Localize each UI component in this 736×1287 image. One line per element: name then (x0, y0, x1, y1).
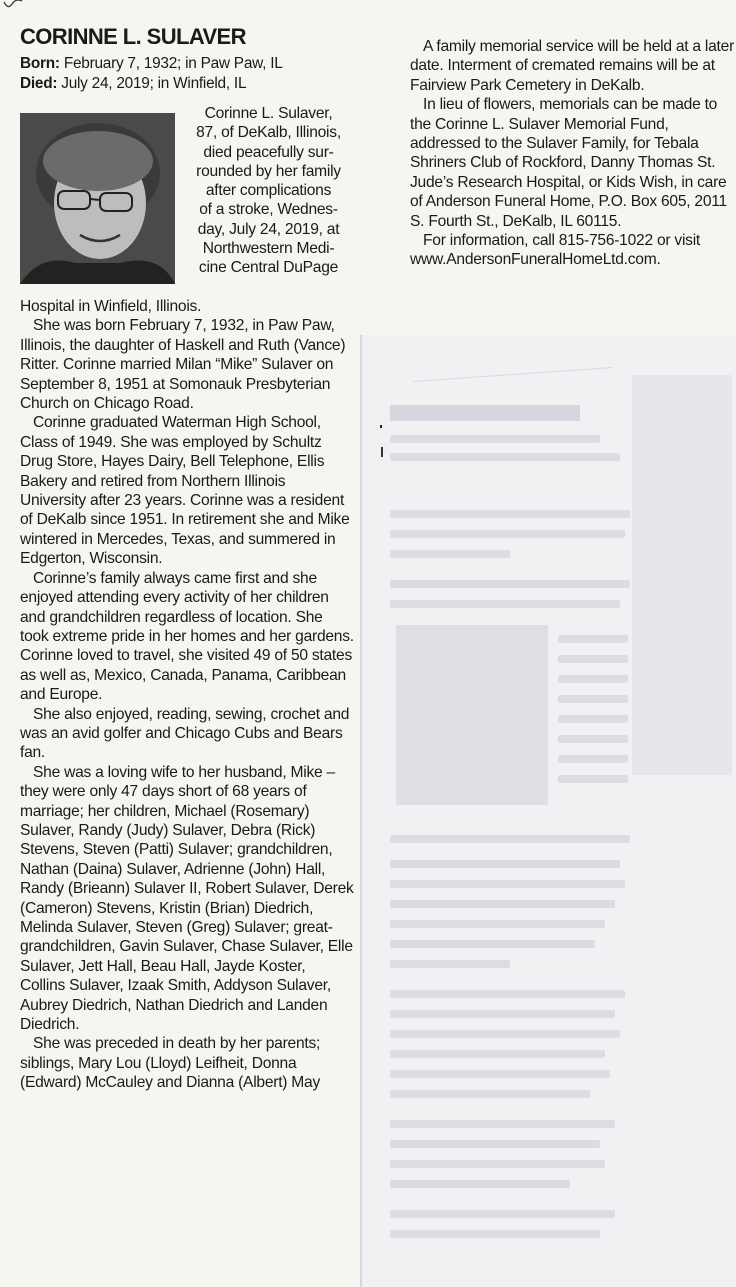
obituary-right-column (410, 37, 736, 270)
intro-line: Corinne L. Sulaver, (204, 105, 333, 122)
ink-mark-icon (0, 0, 30, 14)
biography-paragraph: Corinne’s family always came first and she enjoyed attending every activity of her children and grandchildren regardless of location. She took extreme pride in her homes and her gardens. Corinne loved to travel, she visited 49 of 50 states as well as, Mexico, Canada, Panama, Caribbean and Europe. (20, 569, 354, 704)
biography-paragraph: She was born February 7, 1932, in Paw Paw, Illinois, the daughter of Haskell and Ruth (Vance) Ritter. Corinne married Milan “Mike” Sulaver on September 8, 1951 at Somonauk Presbyterian Church on Chicago Road. (20, 317, 346, 413)
intro-line: Northwestern Medi- (202, 240, 335, 258)
survivors-paragraph: She was a loving wife to her husband, Mike – they were only 47 days short of 68 years of marriage; her children, Michael (Rosemary) Sulaver, Randy (Judy) Sulaver, Debra (Rick) Stevens, Steven (Patti) Sulaver; grandchildren, Nathan (Daina) Sulaver, Adrienne (John) Hall, Randy (Brieann) Sulaver II, Robert Sulaver, Derek (Cameron) Stevens, Kristin (Brian) Diedrich, Melinda Sulaver, Steven (Greg) Sulaver; great-grandchildren, Gavin Sulaver, Chase Sulaver, Elle Sulaver, Jett Hall, Beau Hall, Jayde Koster, Collins Sulaver, Izaak Smith, Addyson Sulaver, Aubrey Diedrich, Nathan Diedrich and Landen Diedrich. (20, 763, 354, 1034)
service-paragraph: A family memorial service will be held at a later date. Interment of cremated remains will be at Fairview Park Cemetery in DeKalb. (410, 38, 735, 94)
intro-line: cine Central DuPage (198, 259, 339, 277)
memorials-paragraph: In lieu of flowers, memorials can be made to the Corinne L. Sulaver Memorial Fund, addressed to the Sulaver Family, for Tebala Shriners Club of Rockford, Danny Thomas St. Jude’s Research Hospital, or Kids Wish, in care of Anderson Funeral Home, P.O. Box 605, 2011 S. Fourth St., DeKalb, IL 60115. (410, 96, 727, 230)
intro-line: 87, of DeKalb, Illinois, (196, 124, 341, 142)
background-clipping (360, 335, 736, 1287)
born-label: Born: (20, 55, 60, 72)
intro-line: day, July 24, 2019, at (197, 220, 340, 238)
intro-line: died peacefully sur- (203, 143, 334, 161)
obituary-name: CORINNE L. SULAVER (20, 24, 246, 49)
intro-line: after complications (205, 182, 332, 200)
preceded-paragraph: She was preceded in death by her parents; siblings, Mary Lou (Lloyd) Leifheit, Donna (Edward) McCauley and Dianna (Albert) May (20, 1035, 321, 1092)
ink-dash (381, 447, 383, 457)
died-label: Died: (20, 74, 58, 92)
photo-row (20, 104, 354, 297)
contact-paragraph: For information, call 815-756-1022 or visit www.AndersonFuneralHomeLtd.com. (410, 232, 701, 269)
intro-line: rounded by her family (196, 162, 341, 180)
born-line (20, 54, 354, 74)
died-line (20, 74, 354, 94)
portrait-photo (20, 113, 175, 284)
intro-continuation: Hospital in Winfield, Illinois. (20, 298, 202, 315)
obituary-left-column (20, 24, 354, 1093)
intro-text (183, 104, 354, 278)
biography-paragraph: Corinne graduated Waterman High School, Class of 1949. She was employed by Schultz Drug Store, Hayes Dairy, Bell Telephone, Ellis Bakery and retired from Northern Illinois University after 23 years. Corinne was a resident of DeKalb since 1951. In retirement she and Mike wintered in Mercedes, Texas, and summered in Edgerton, Wisconsin. (20, 414, 350, 568)
intro-line: of a stroke, Wednes- (199, 201, 338, 219)
biography-paragraph: She also enjoyed, reading, sewing, crochet and was an avid golfer and Chicago Cubs and Bears fan. (20, 705, 350, 762)
born-value: February 7, 1932; in Paw Paw, IL (59, 55, 283, 72)
ink-dot (380, 425, 382, 428)
died-value: July 24, 2019; in Winfield, IL (57, 74, 247, 92)
